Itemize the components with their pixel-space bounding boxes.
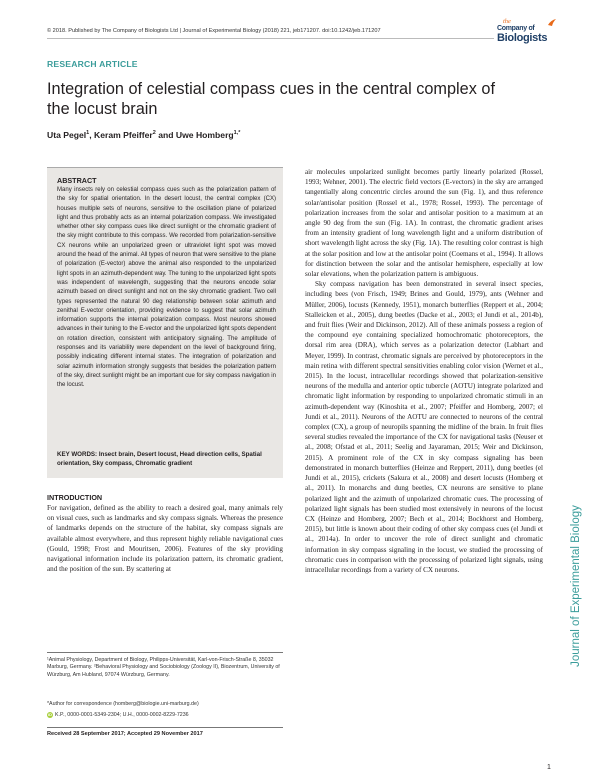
author-name[interactable]: Uwe Homberg [175,130,234,140]
introduction-text: For navigation, defined as the ability to reach a desired goal, many animals rely on visual cues, such as landmarks and sky compass signals. Whereas the presence of landmarks depends on the structure of the habitat, sky compass signals are available almost everywhere, and thus represent highly reliable navigational cues (Gould, 1998; Frost and Mouritsen, 2006). Features of the sky providing navigational information include its polarization pattern, its chromatic gradient, and the position of the sun. By scattering at [47,504,283,574]
logo-the: the [503,18,511,25]
author-affiliation-marker: 1 [86,130,90,137]
publisher-logo [497,18,557,46]
journal-name-vertical: Journal of Experimental Biology [570,505,582,667]
correspondence-note[interactable]: *Author for correspondence (homberg@biologie.uni-marburg.de) [47,701,199,707]
author-name[interactable]: Uta Pegel [47,130,87,140]
page-number: 1 [547,764,551,771]
orcid-ids[interactable]: K.P., 0000-0001-5349-2304; U.H., 0000-0002-8229-7236 [55,712,189,718]
author-separator: and [155,130,176,140]
author-affiliation-marker: 1,* [233,130,241,137]
logo-company: Company of [497,25,535,32]
article-type-label: RESEARCH ARTICLE [47,59,138,69]
author-name[interactable]: Keram Pfeiffer [94,130,153,140]
keywords: KEY WORDS: Insect brain, Desert locust, Head direction cells, Spatial orientation, Sky compass, Chromatic gradient [57,451,262,467]
received-accepted-dates: Received 28 September 2017; Accepted 29 November 2017 [47,731,203,737]
paragraph: Sky compass navigation has been demonstrated in several insect species, including bees (von Frisch, 1949; Brines and Gould, 1979), ants (Wehner and Müller, 2006), locusts (Kennedy, 1951), monarch butterflies (Reppert et al., 2004; Stalleicken et al., 2005), dung beetles (Dacke et al., 2003; el Jundi et al., 2014b), and fruit flies (Weir and Dickinson, 2012). All of these animals possess a region of the compound eye containing specialized homochromatic photoreceptors, the dorsal rim area (DRA), which serves as a polarization detector (Labhart and Meyer, 1999). In contrast, chromatic signals are perceived by photoreceptors in the main retina with different spectral sensitivities enabling color vision (Wernet et al., 2015). In the locust, intracellular recordings showed that polarization-sensitive neurons of the medulla and anterior optic tubercle (AOTU) integrate polarized and chromatic light information by responding to unpolarized chromatic stimuli in an azimuth-dependent way (Kinoshita et al., 2007; Pfeiffer and Homberg, 2007; el Jundi et al., 2011). Neurons of the AOTU are connected to neurons of the central complex (CX), a group of neuropils spanning the midline of the brain. In fruit flies several studies revealed the importance of the CX for navigational tasks (Neuser et al., 2008; Ofstad et al., 2011; Seelig and Jayaraman, 2015; Weir and Dickinson, 2015). A prominent role of the CX in sky compass signaling has been demonstrated in monarch butterflies (Heinze and Reppert, 2011), dung beetles (el Jundi et al., 2015), crickets (Sakura et al., 2008) and desert locusts (Homberg et al., 2011). In monarchs and dung beetles, CX neurons are sensitive to plane polarized light and the azimuth of unpolarized chromatic cues. The processing of polarized light signals has been studied most extensively in neurons of the locust CX (Heinze and Homberg, 2007; Bech et al., 2014; Bockhorst and Homberg, 2015), but little is known about their coding of other sky compass cues (el Jundi et al., 2014a). In order to uncover the role of direct sunlight and chromatic information in sky compass signaling in the locust, we studied the processing of chromatic cues in comparison with the processing of polarized light signals, using intracellular recordings from a variety of CX neurons. [305,280,543,574]
bird-icon [547,18,557,28]
author-affiliation-marker: 2 [152,130,156,137]
introduction-heading: INTRODUCTION [47,493,103,502]
body-right-column [305,167,543,575]
orcid-icon[interactable]: iD [48,712,52,717]
abstract-heading: ABSTRACT [57,176,97,185]
orcid-line [47,712,283,718]
author-list [47,130,240,140]
dates-divider [47,727,283,728]
journal-sidebar [568,400,584,772]
footnote-divider [47,652,283,653]
article-title: Integration of celestial compass cues in the central complex of the locust brain [47,80,495,118]
paragraph: air molecules unpolarized sunlight becomes partly linearly polarized (Rossel, 1993; Wehner, 2001). The electric field vectors (E-vectors) in the sky are arranged tangentially along concentric circles around the sun (Fig. 1), and thus reference solar/antisolar position (Rossel et al., 1978; Rossel, 1993). The percentage of polarization increases from the solar and antisolar position to a maximum at an angle 90 deg from the sun (Fig. 1A). In contrast, the chromatic gradient arises from an intensity gradient of long wavelength light and a uniform distribution of short wavelength light across the sky (Fig. 1A). The resulting color contrast is high at the solar position and low at the antisolar point (Coemans et al., 1994). It allows for distinction between the solar and the antisolar hemisphere, especially at low solar elevations, when the polarization pattern is ambiguous. [305,168,543,279]
affiliations: ¹Animal Physiology, Department of Biology, Philipps-Universität, Karl-von-Frisch-Straße 8, 35032 Marburg, Germany. ²Behavioral Physiology and Sociobiology (Zoology II), Biozentrum, University of Würzburg, Am Hubland, 97074 Würzburg, Germany. [47,657,280,678]
abstract-text: Many insects rely on celestial compass cues such as the polarization pattern of the sky for spatial orientation. In the desert locust, the central complex (CX) houses multiple sets of neurons, sensitive to the oscillation plane of polarized light and thus probably acts as an internal polarization compass. We investigated whether other sky compass cues like direct sunlight or the chromatic gradient of the sky might contribute to this compass. We recorded from polarization-sensitive CX neurons while an unpolarized green or ultraviolet light spot was moved around the head of the animal. All types of neuron that were sensitive to the plane of polarization (E-vector) above the animal also responded to the unpolarized light spots in an azimuth-dependent way. The tuning to the unpolarized light spots was independent of wavelength, suggesting that the neurons encode solar azimuth based on direct sunlight and not on the sky chromatic gradient. Two cell types represented the natural 90 deg relationship between solar azimuth and zenithal E-vector orientation, providing evidence to suggest that solar azimuth information supports the internal polarization compass. Most neurons showed advances in their tuning to the E-vector and the unpolarized light spots dependent on rotation direction, consistent with anticipatory signaling. The amplitude of responses and its variability were dependent on the level of background firing, possibly indicating different internal states. The integration of polarization and solar azimuth information strongly suggests that besides the polarization pattern of the sky, direct sunlight might be an important cue for sky compass navigation in the locust. [57,187,276,389]
logo-biologists: Biologists [497,32,548,44]
journal-citation-line: © 2018. Published by The Company of Biologists Ltd | Journal of Experimental Biology (2018) 221, jeb171207. doi:10.1242/jeb.171207 [47,28,381,34]
header-divider [47,38,494,39]
author-separator: , [89,130,95,140]
